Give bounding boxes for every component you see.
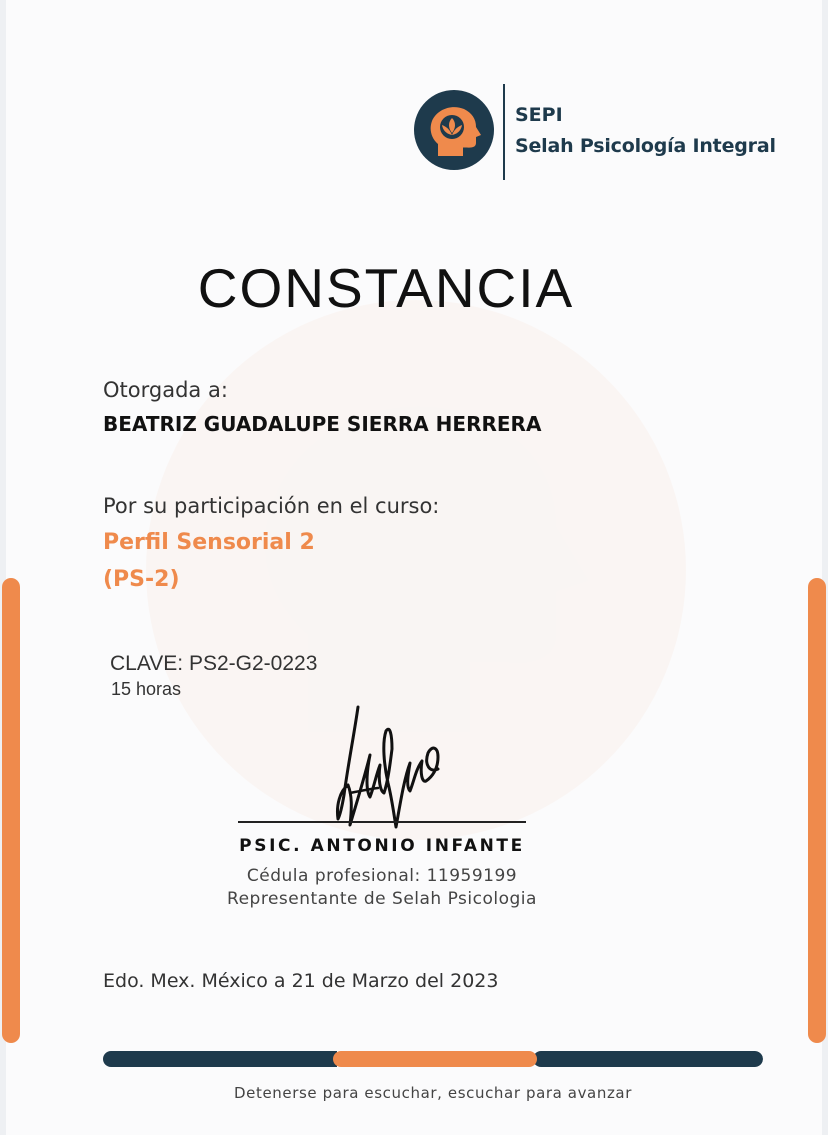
brand-name: Selah Psicología Integral bbox=[515, 135, 776, 157]
logo-divider bbox=[503, 84, 505, 180]
awarded-label: Otorgada a: bbox=[103, 378, 228, 402]
signatory-name: PSIC. ANTONIO INFANTE bbox=[239, 836, 525, 856]
footer-bar-navy-right bbox=[533, 1051, 763, 1067]
professional-id: Cédula profesional: 11959199 bbox=[246, 866, 518, 886]
certificate-page bbox=[6, 0, 822, 1135]
brand-acronym: SEPI bbox=[515, 104, 563, 126]
course-hours: 15 horas bbox=[111, 679, 182, 699]
left-accent-bar bbox=[2, 578, 20, 1043]
participation-label: Por su participación en el curso: bbox=[103, 494, 440, 518]
head-lotus-icon bbox=[414, 90, 494, 170]
place-and-date: Edo. Mex. México a 21 de Marzo del 2023 bbox=[103, 970, 499, 992]
recipient-name: BEATRIZ GUADALUPE SIERRA HERRERA bbox=[103, 412, 542, 436]
course-clave: CLAVE: PS2-G2-0223 bbox=[110, 652, 318, 675]
right-accent-bar bbox=[808, 578, 826, 1043]
footer-bar-orange bbox=[333, 1051, 537, 1067]
footer-motto: Detenerse para escuchar, escuchar para avanzar bbox=[233, 1084, 632, 1102]
footer-color-bar bbox=[103, 1051, 763, 1067]
signature-line bbox=[238, 821, 526, 823]
course-code: (PS-2) bbox=[103, 567, 180, 592]
footer-bar-navy-left bbox=[103, 1051, 337, 1067]
certificate-title: CONSTANCIA bbox=[197, 257, 575, 319]
course-name: Perfil Sensorial 2 bbox=[103, 530, 315, 555]
handwritten-signature bbox=[326, 695, 456, 835]
signatory-role: Representante de Selah Psicologia bbox=[227, 889, 537, 909]
